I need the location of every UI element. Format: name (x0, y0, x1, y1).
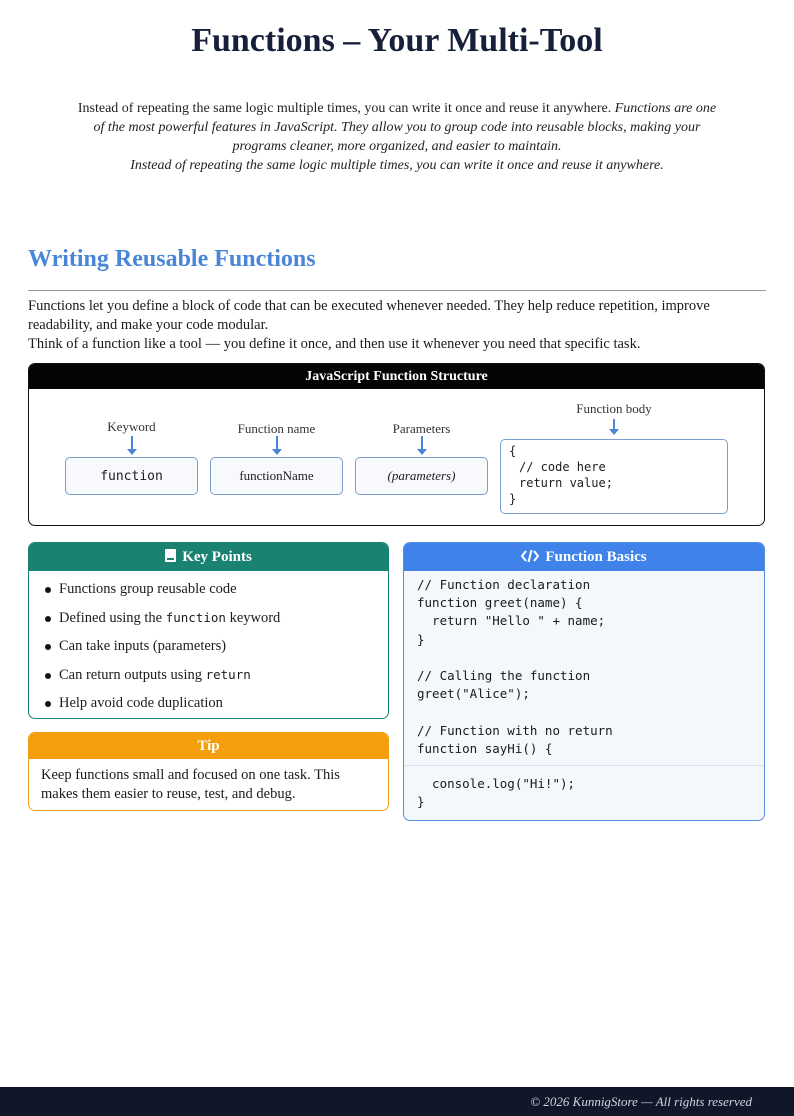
list-item: Functions group reusable code (59, 579, 388, 608)
parameters-label: Parameters (392, 421, 451, 436)
key-points-card (28, 542, 389, 719)
intro-line3: programs cleaner, more organized, and easier to maintain. (232, 139, 562, 154)
key-points-title: Key Points (182, 549, 252, 565)
function-basics-card (403, 542, 765, 821)
intro-line2: of the most powerful features in JavaScript. They allow you to group code into reusable blocks, making your (93, 120, 701, 135)
structure-title: JavaScript Function Structure (29, 364, 764, 389)
function-body-box (500, 439, 728, 514)
tip-body: Keep functions small and focused on one task. This makes them easier to reuse, test, and debug. (41, 767, 340, 802)
keyword-label: Keyword (107, 419, 156, 434)
footer: © 2026 KunnigStore — All rights reserved (0, 1087, 794, 1116)
code-block-top: // Function declaration function greet(name) { return "Hello " + name; } // Calling the function greet("Alice"); // Function with no return function sayHi() { (417, 577, 613, 756)
parameters-arrow-icon (421, 436, 423, 453)
inline-code: function (165, 609, 226, 625)
list-item: Can take inputs (parameters) (59, 636, 388, 665)
function-name-arrow-icon (276, 436, 278, 453)
list-item-text: Can return outputs using (59, 666, 206, 683)
section-body (28, 297, 768, 354)
intro-line1-italic: Functions are one (614, 101, 717, 116)
key-points-header (29, 543, 388, 571)
body-comment: // code here (519, 460, 606, 474)
function-body-label: Function body (576, 401, 652, 416)
page-title: Functions – Your Multi-Tool (191, 22, 603, 59)
tip-title: Tip (29, 733, 388, 759)
keyword-box: function (65, 457, 198, 495)
function-basics-title: Function Basics (545, 549, 647, 565)
list-item-text: Defined using the (59, 609, 166, 626)
list-item-text: keyword (225, 609, 281, 626)
function-structure-diagram (28, 363, 765, 526)
function-name-box: functionName (210, 457, 343, 495)
body-return: return value; (519, 476, 613, 490)
section-divider (28, 290, 766, 291)
key-points-list (29, 571, 388, 719)
function-name-label: Function name (237, 421, 316, 436)
section-title: Writing Reusable Functions (28, 246, 316, 272)
code-block-bottom: console.log("Hi!"); } (417, 776, 576, 810)
list-item (59, 608, 388, 637)
keyword-arrow-icon (131, 436, 133, 453)
list-item (59, 665, 388, 694)
code-icon (521, 549, 539, 563)
body-open-brace: { (509, 444, 517, 458)
inline-code: return (205, 666, 251, 682)
book-icon (165, 549, 176, 562)
intro-paragraph (26, 99, 768, 175)
section-paragraph-2: Think of a function like a tool — you define it once, and then use it whenever you need that specific task. (28, 336, 641, 352)
section-paragraph-1: Functions let you define a block of code that can be executed whenever needed. They help reduce repetition, improve readability, and make your code modular. (28, 298, 710, 333)
tip-card (28, 732, 389, 811)
body-close-brace: } (509, 492, 517, 506)
function-basics-header (404, 543, 764, 571)
intro-line4: Instead of repeating the same logic multiple times, you can write it once and reuse it anywhere. (130, 158, 664, 173)
list-item: Help avoid code duplication (59, 693, 388, 719)
intro-line1: Instead of repeating the same logic multiple times, you can write it once and reuse it anywhere. (77, 101, 615, 116)
parameters-box: (parameters) (355, 457, 488, 495)
function-body-arrow-icon (613, 419, 615, 433)
code-divider (404, 765, 764, 766)
